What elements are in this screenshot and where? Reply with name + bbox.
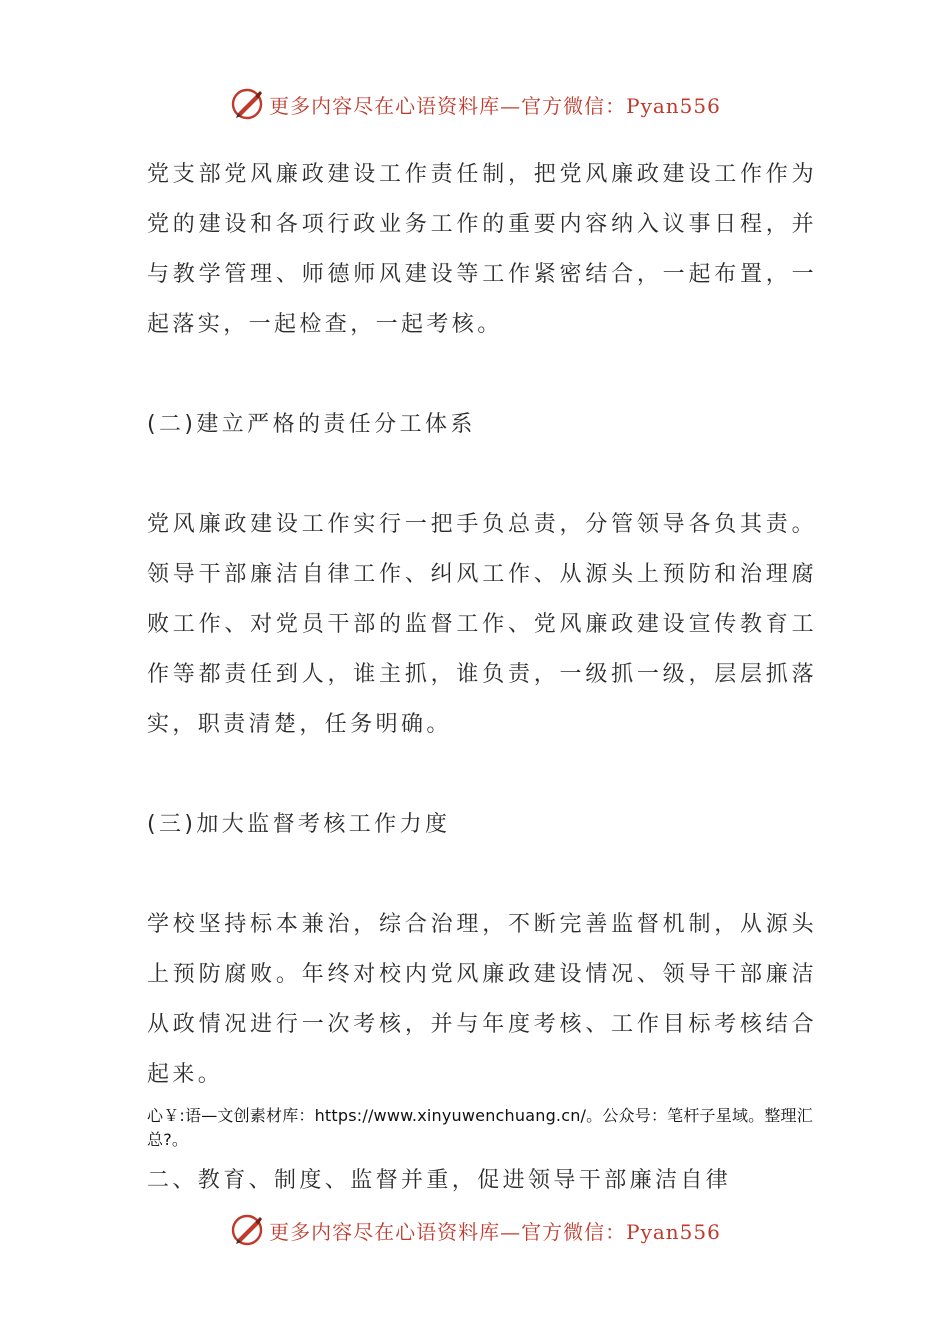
pen-logo-icon bbox=[229, 86, 265, 122]
section-heading: 二、教育、制度、监督并重，促进领导干部廉洁自律 bbox=[147, 1168, 732, 1193]
subheading-division-of-labor: (二)建立严格的责任分工体系 bbox=[147, 412, 476, 437]
paragraph-supervision: 学校坚持标本兼治，综合治理，不断完善监督机制，从源头上预防腐败。年终对校内党风廉政建设情况、领导干部廉洁从政情况进行一次考核，并与年度考核、工作目标考核结合起来。 bbox=[147, 912, 817, 1087]
header-banner bbox=[0, 84, 950, 124]
paragraph-responsibility-system: 党支部党风廉政建设工作责任制，把党风廉政建设工作作为党的建设和各项行政业务工作的重要内容纳入议事日程，并与教学管理、师德师风建设等工作紧密结合，一起布置，一起落实，一起检查，一起考核。 bbox=[147, 162, 817, 337]
source-note: 心￥:语—文创素材库：https://www.xinyuwenchuang.cn/。公众号：笔杆子星域。整理汇总?。 bbox=[147, 1106, 813, 1149]
paragraph-division-of-labor: 党风廉政建设工作实行一把手负总责，分管领导各负其责。领导干部廉洁自律工作、纠风工作、从源头上预防和治理腐败工作、对党员干部的监督工作、党风廉政建设宣传教育工作等都责任到人，谁主抓，谁负责，一级抓一级，层层抓落实，职责清楚，任务明确。 bbox=[147, 512, 817, 737]
document-body bbox=[147, 150, 817, 1206]
header-banner-text: 更多内容尽在心语资料库—官方微信：Pyan556 bbox=[269, 93, 721, 118]
pen-logo-icon bbox=[229, 1212, 265, 1248]
footer-banner-text: 更多内容尽在心语资料库—官方微信：Pyan556 bbox=[269, 1219, 721, 1244]
subheading-supervision: (三)加大监督考核工作力度 bbox=[147, 812, 451, 837]
footer-banner bbox=[0, 1210, 950, 1250]
